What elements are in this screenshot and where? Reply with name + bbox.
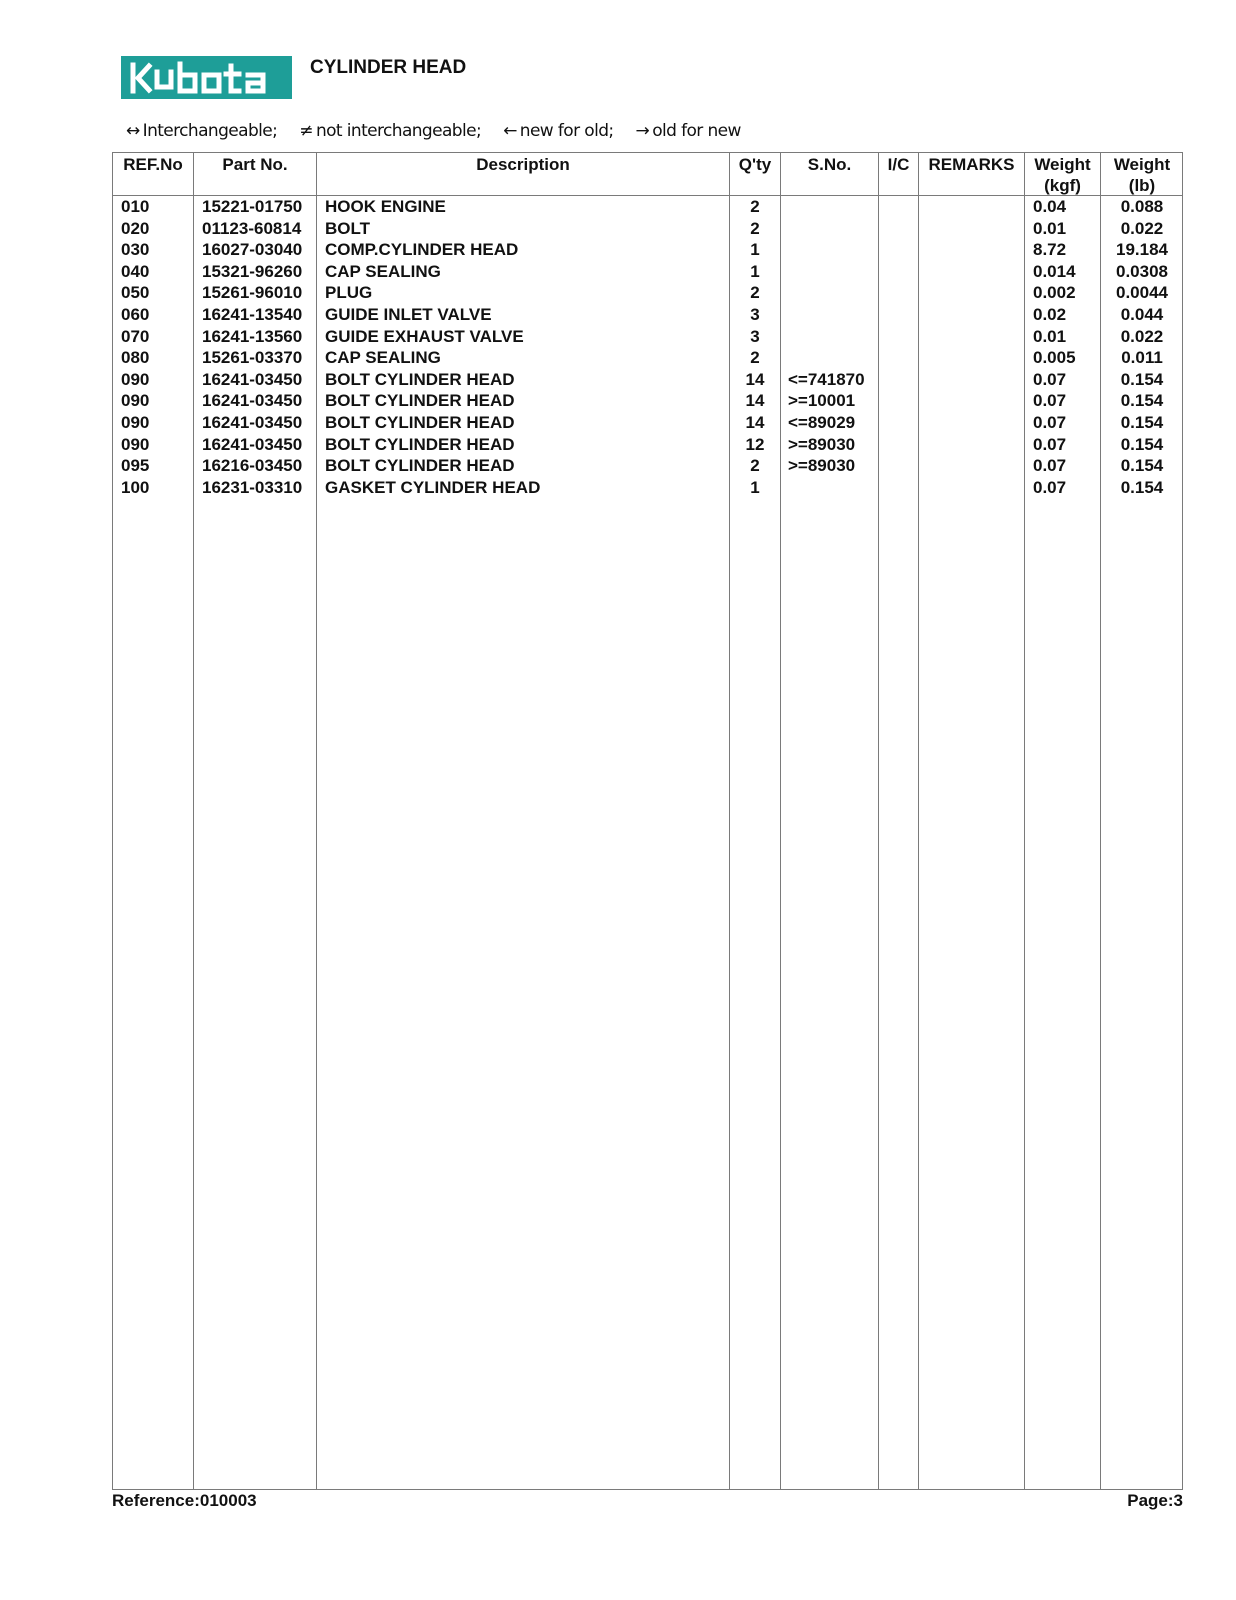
cell-weight-lb: 0.154 bbox=[1120, 412, 1164, 432]
header-ic: I/C bbox=[887, 155, 910, 174]
legend-item-old-for-new: → old for new bbox=[635, 121, 741, 141]
cell-weight-kgf: 0.07 bbox=[1033, 434, 1067, 454]
cell-weight-kgf: 0.005 bbox=[1033, 348, 1076, 368]
table-body bbox=[113, 196, 1182, 498]
cell-ref-no: 050 bbox=[121, 283, 150, 303]
cell-description: BOLT CYLINDER HEAD bbox=[325, 369, 515, 389]
cell-weight-kgf: 0.07 bbox=[1033, 477, 1067, 497]
cell-description: BOLT CYLINDER HEAD bbox=[325, 391, 515, 411]
cell-weight-lb: 0.011 bbox=[1121, 348, 1163, 368]
header-ref-no: REF.No bbox=[123, 155, 183, 174]
cell-description: GASKET CYLINDER HEAD bbox=[325, 477, 541, 497]
cell-serial-no: <=89029 bbox=[788, 412, 856, 432]
page-title: CYLINDER HEAD bbox=[310, 57, 467, 78]
cell-weight-kgf: 0.01 bbox=[1033, 218, 1067, 238]
cell-part-no: 16241-03450 bbox=[202, 412, 303, 432]
cell-weight-kgf: 0.07 bbox=[1033, 412, 1067, 432]
cell-part-no: 16241-13540 bbox=[202, 304, 303, 324]
cell-part-no: 01123-60814 bbox=[202, 218, 302, 238]
cell-ref-no: 100 bbox=[121, 477, 150, 497]
cell-qty: 2 bbox=[750, 456, 760, 476]
cell-description: HOOK ENGINE bbox=[325, 197, 446, 216]
header-qty: Q'ty bbox=[738, 155, 772, 174]
cell-description: PLUG bbox=[325, 283, 373, 303]
cell-ref-no: 040 bbox=[121, 261, 150, 281]
cell-serial-no: <=741870 bbox=[788, 369, 865, 389]
cell-qty: 2 bbox=[750, 283, 760, 303]
cell-ref-no: 090 bbox=[121, 434, 150, 454]
reference-number: Reference:010003 bbox=[112, 1491, 257, 1510]
table-row bbox=[113, 196, 1182, 218]
cell-weight-lb: 0.154 bbox=[1120, 477, 1164, 497]
cell-weight-lb: 0.044 bbox=[1120, 304, 1164, 324]
cell-part-no: 16216-03450 bbox=[202, 456, 303, 476]
cell-description: GUIDE INLET VALVE bbox=[325, 304, 492, 324]
cell-ref-no: 030 bbox=[121, 240, 150, 260]
cell-ref-no: 070 bbox=[121, 326, 150, 346]
header-serial-no: S.No. bbox=[807, 155, 852, 174]
kubota-logo bbox=[121, 56, 292, 99]
table-row bbox=[113, 326, 1182, 348]
cell-qty: 3 bbox=[750, 326, 760, 346]
cell-part-no: 16241-03450 bbox=[202, 434, 303, 454]
cell-ref-no: 080 bbox=[121, 348, 150, 368]
cell-weight-lb: 0.154 bbox=[1120, 434, 1164, 454]
legend-item-interchangeable: ↔ Interchangeable; bbox=[126, 121, 278, 141]
cell-description: GUIDE EXHAUST VALVE bbox=[325, 326, 524, 346]
cell-qty: 2 bbox=[750, 218, 760, 238]
cell-weight-lb: 0.022 bbox=[1120, 218, 1164, 238]
legend-item-new-for-old: ← new for old; bbox=[503, 121, 614, 141]
cell-description: BOLT bbox=[325, 218, 371, 238]
cell-weight-lb: 0.154 bbox=[1120, 456, 1164, 476]
bidirectional-arrow-icon: ↔ bbox=[126, 121, 140, 141]
legend-item-not-interchangeable: ≠ not interchangeable; bbox=[299, 121, 482, 141]
cell-part-no: 16231-03310 bbox=[202, 477, 303, 497]
cell-part-no: 15221-01750 bbox=[202, 197, 303, 216]
header-description: Description bbox=[476, 155, 570, 174]
cell-description: CAP SEALING bbox=[325, 261, 441, 281]
cell-description: BOLT CYLINDER HEAD bbox=[325, 412, 515, 432]
table-row bbox=[113, 304, 1182, 326]
cell-ref-no: 090 bbox=[121, 369, 150, 389]
cell-part-no: 16241-03450 bbox=[202, 369, 303, 389]
cell-qty: 1 bbox=[750, 261, 760, 281]
cell-weight-kgf: 0.02 bbox=[1033, 304, 1067, 324]
not-equal-icon: ≠ bbox=[299, 121, 313, 141]
left-arrow-icon: ← bbox=[503, 121, 517, 141]
cell-weight-lb: 0.154 bbox=[1120, 391, 1164, 411]
cell-part-no: 15261-96010 bbox=[202, 283, 303, 303]
cell-qty: 1 bbox=[750, 240, 760, 260]
cell-qty: 14 bbox=[745, 391, 765, 411]
cell-serial-no: >=89030 bbox=[788, 456, 856, 476]
table-row bbox=[113, 412, 1182, 434]
cell-qty: 1 bbox=[750, 477, 760, 497]
table-row bbox=[113, 347, 1182, 369]
cell-weight-lb: 19.184 bbox=[1116, 240, 1168, 260]
cell-weight-kgf: 8.72 bbox=[1033, 240, 1067, 260]
cell-weight-kgf: 0.07 bbox=[1033, 391, 1067, 411]
cell-ref-no: 090 bbox=[121, 391, 150, 411]
table-row bbox=[113, 390, 1182, 412]
header-part-no: Part No. bbox=[222, 155, 288, 174]
cell-weight-kgf: 0.01 bbox=[1033, 326, 1067, 346]
cell-weight-kgf: 0.07 bbox=[1033, 456, 1067, 476]
cell-weight-lb: 0.0044 bbox=[1116, 283, 1168, 303]
table-row bbox=[113, 434, 1182, 456]
cell-weight-lb: 0.022 bbox=[1120, 326, 1164, 346]
cell-weight-kgf: 0.014 bbox=[1033, 261, 1076, 281]
cell-weight-kgf: 0.002 bbox=[1033, 283, 1076, 303]
cell-qty: 14 bbox=[745, 412, 765, 432]
cell-serial-no: >=10001 bbox=[788, 391, 856, 411]
cell-part-no: 15261-03370 bbox=[202, 348, 303, 368]
cell-ref-no: 060 bbox=[121, 304, 150, 324]
cell-part-no: 15321-96260 bbox=[202, 261, 303, 281]
cell-part-no: 16241-03450 bbox=[202, 391, 303, 411]
table-row bbox=[113, 477, 1182, 499]
cell-ref-no: 010 bbox=[121, 197, 150, 216]
legend bbox=[126, 121, 741, 141]
cell-weight-kgf: 0.07 bbox=[1033, 369, 1067, 389]
header-weight-kgf: Weight (kgf) bbox=[1034, 155, 1091, 195]
cell-weight-kgf: 0.04 bbox=[1033, 197, 1067, 216]
cell-part-no: 16027-03040 bbox=[202, 240, 303, 260]
table-row bbox=[113, 218, 1182, 240]
table-row bbox=[113, 369, 1182, 391]
cell-qty: 3 bbox=[750, 304, 760, 324]
page-number: Page:3 bbox=[1127, 1491, 1183, 1510]
table-row bbox=[113, 261, 1182, 283]
cell-description: BOLT CYLINDER HEAD bbox=[325, 434, 515, 454]
kubota-logo-icon bbox=[127, 61, 287, 95]
parts-table bbox=[112, 152, 1183, 1490]
cell-ref-no: 090 bbox=[121, 412, 150, 432]
cell-weight-lb: 0.088 bbox=[1120, 197, 1164, 216]
cell-description: CAP SEALING bbox=[325, 348, 441, 368]
cell-part-no: 16241-13560 bbox=[202, 326, 303, 346]
cell-qty: 2 bbox=[750, 348, 760, 368]
header-weight-lb: Weight (lb) bbox=[1113, 155, 1171, 195]
cell-qty: 14 bbox=[745, 369, 765, 389]
cell-description: BOLT CYLINDER HEAD bbox=[325, 456, 515, 476]
table-row bbox=[113, 239, 1182, 261]
cell-weight-lb: 0.0308 bbox=[1116, 261, 1168, 281]
table-row bbox=[113, 282, 1182, 304]
cell-weight-lb: 0.154 bbox=[1120, 369, 1164, 389]
cell-ref-no: 020 bbox=[121, 218, 150, 238]
header-remarks: REMARKS bbox=[928, 155, 1015, 174]
cell-description: COMP.CYLINDER HEAD bbox=[325, 240, 519, 260]
cell-serial-no: >=89030 bbox=[788, 434, 856, 454]
table-row bbox=[113, 455, 1182, 477]
cell-qty: 12 bbox=[745, 434, 765, 454]
right-arrow-icon: → bbox=[635, 121, 650, 141]
cell-ref-no: 095 bbox=[121, 456, 150, 476]
cell-qty: 2 bbox=[750, 197, 760, 216]
